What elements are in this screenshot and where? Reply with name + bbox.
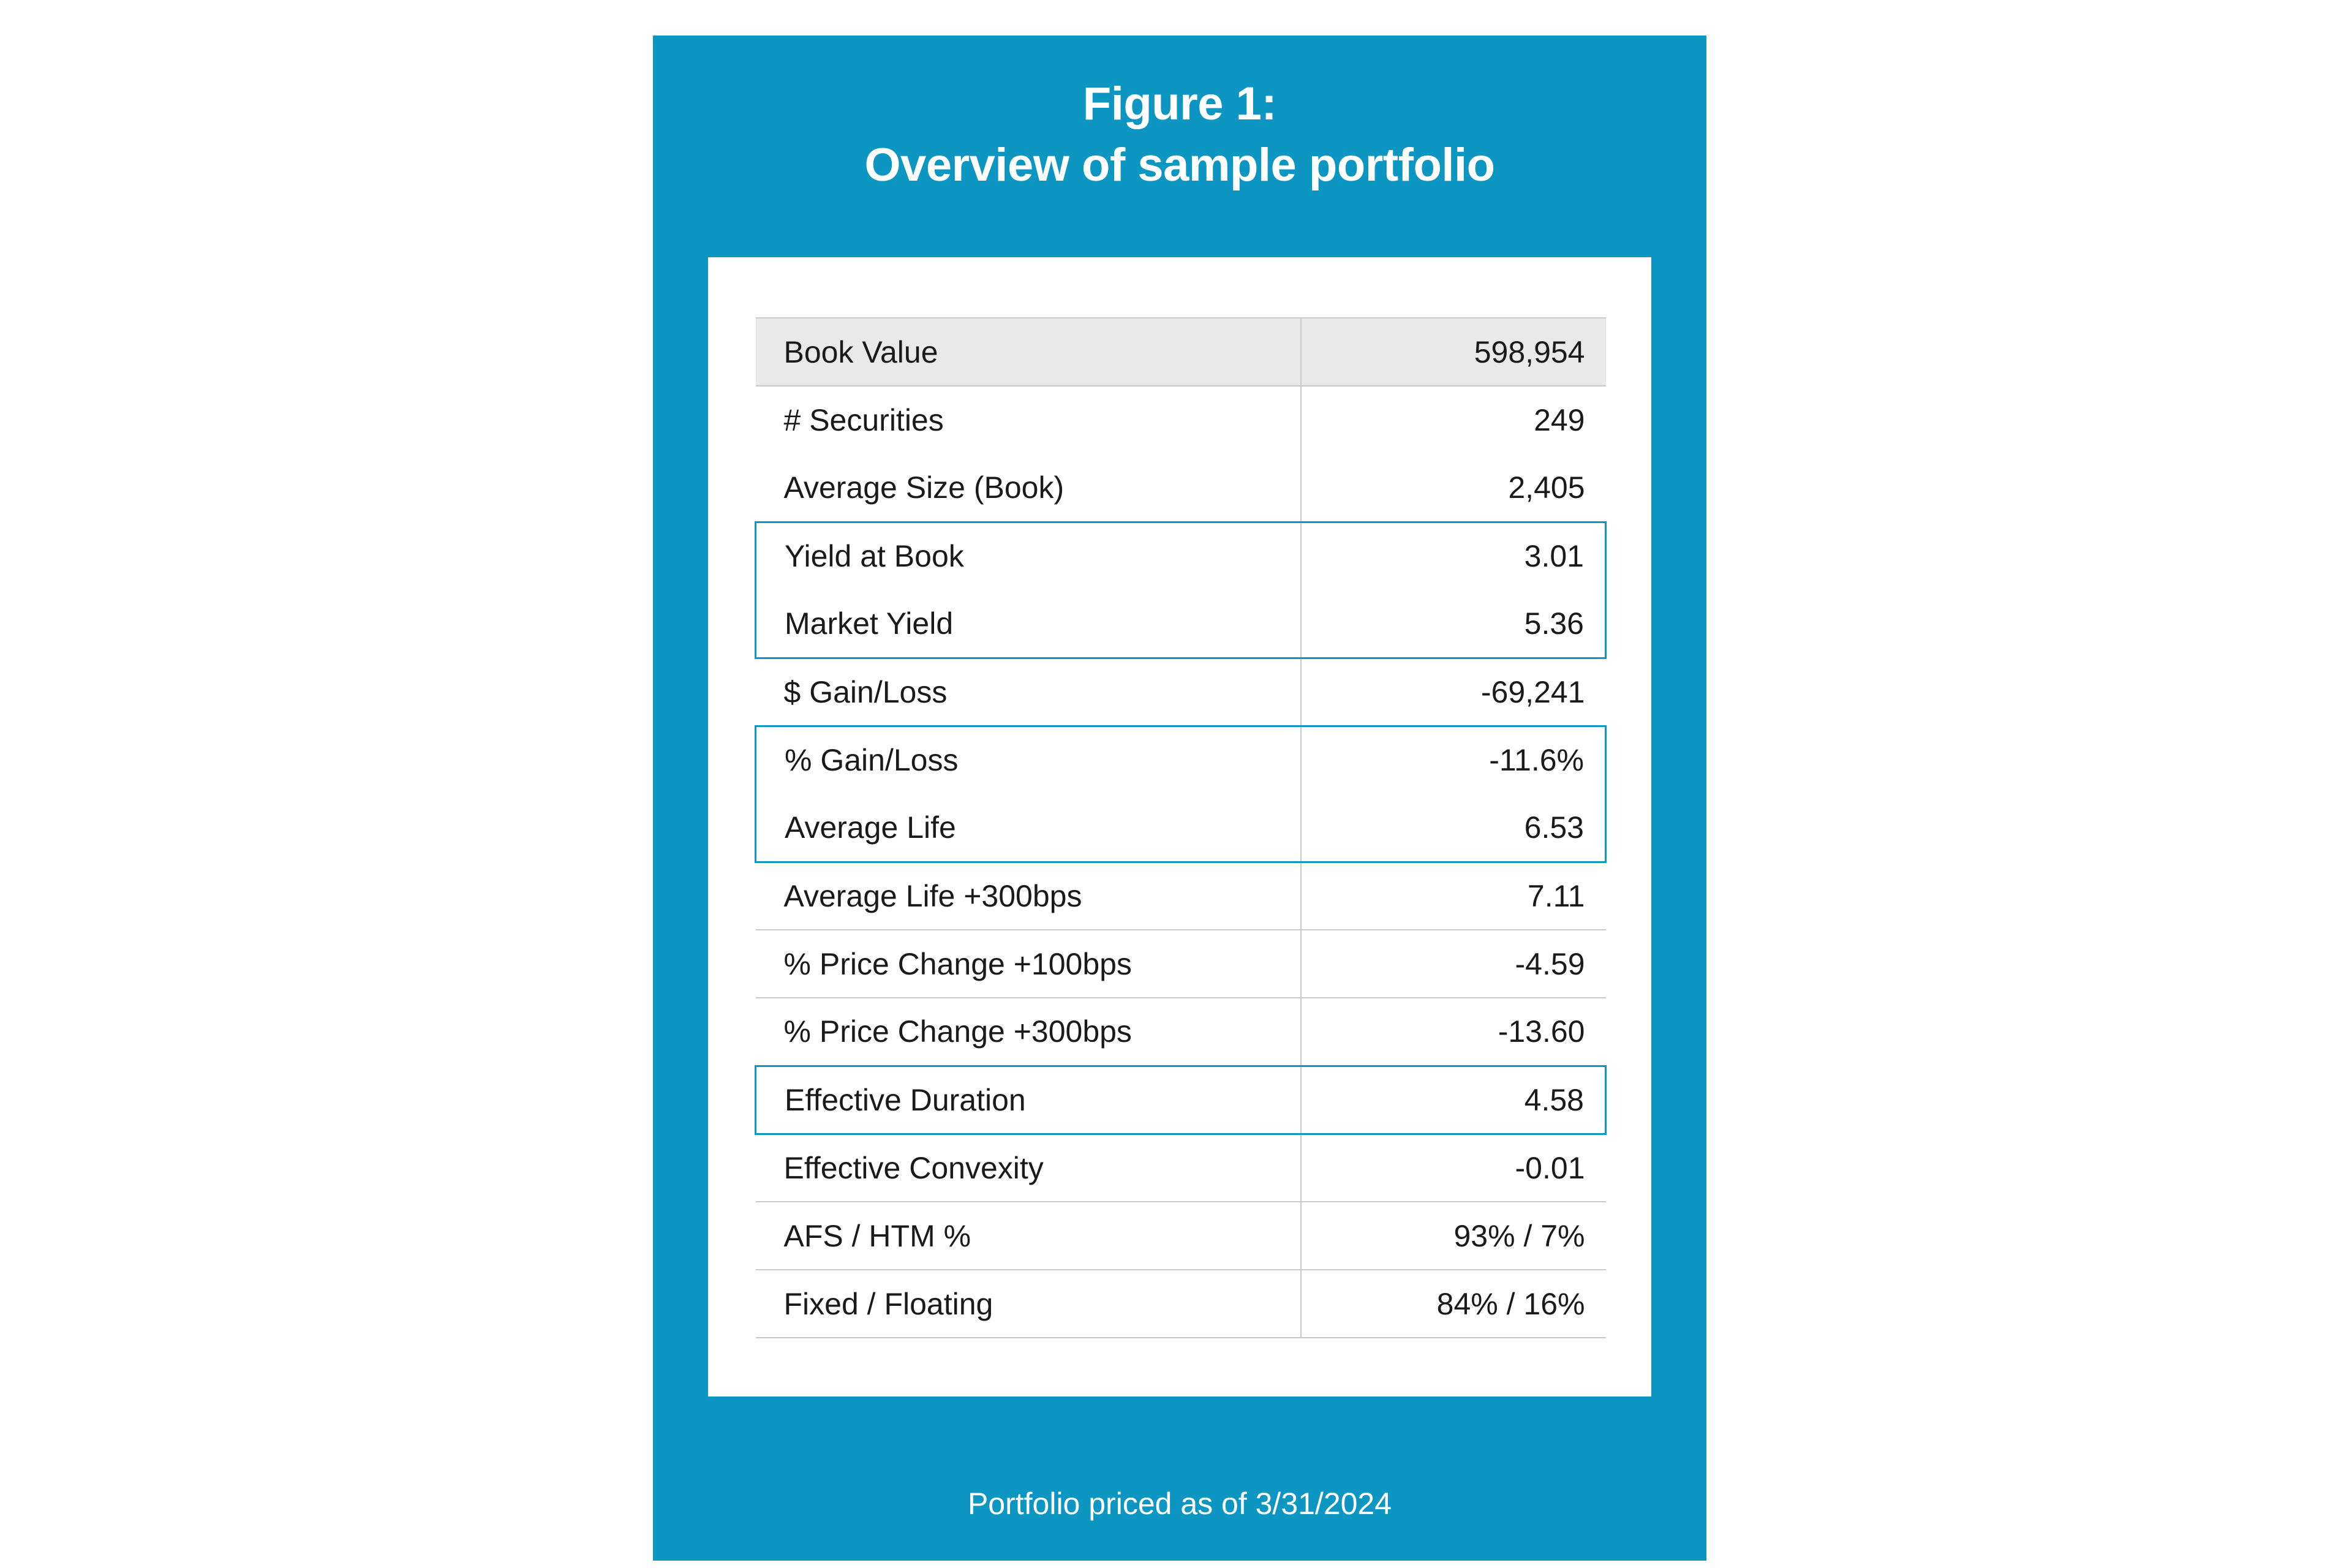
metric-label: $ Gain/Loss	[756, 658, 1301, 726]
metric-value: -13.60	[1301, 998, 1606, 1066]
metric-value: -0.01	[1301, 1134, 1606, 1202]
table-row-highlighted	[756, 590, 1606, 658]
metric-label: Effective Duration	[756, 1066, 1301, 1134]
table-row	[756, 862, 1606, 930]
metric-label: Average Life +300bps	[756, 862, 1301, 930]
table-row-highlighted	[756, 726, 1606, 794]
metric-label: Average Size (Book)	[756, 454, 1301, 522]
metric-value: 249	[1301, 386, 1606, 454]
table-row	[756, 318, 1606, 386]
table-row-highlighted	[756, 794, 1606, 862]
figure-footnote: Portfolio priced as of 3/31/2024	[967, 1487, 1392, 1521]
table-row	[756, 386, 1606, 454]
metric-label: Market Yield	[756, 590, 1301, 658]
metric-value: 93% / 7%	[1301, 1202, 1606, 1270]
metric-value: 3.01	[1301, 522, 1606, 590]
metric-label: Average Life	[756, 794, 1301, 862]
figure-title	[653, 74, 1706, 197]
metric-label: # Securities	[783, 403, 944, 437]
metric-value: 7.11	[1301, 862, 1606, 930]
figure-panel	[653, 36, 1706, 1561]
metric-label: % Price Change +100bps	[756, 930, 1301, 998]
portfolio-overview-table	[755, 317, 1607, 1338]
metric-label: Yield at Book	[756, 522, 1301, 590]
metric-value: 2,405	[1301, 454, 1606, 522]
metric-value: -11.6%	[1301, 726, 1606, 794]
table-row-highlighted	[756, 522, 1606, 590]
figure-title-line-2: Overview of sample portfolio	[864, 139, 1495, 192]
metric-value: -69,241	[1301, 658, 1606, 726]
metric-label: Effective Convexity	[756, 1134, 1301, 1202]
metric-value: 84% / 16%	[1301, 1270, 1606, 1338]
metric-value: 4.58	[1301, 1066, 1606, 1134]
table-card	[708, 257, 1651, 1396]
table-row	[756, 658, 1606, 726]
metric-label: Book Value	[756, 318, 1301, 386]
metric-label: % Gain/Loss	[756, 726, 1301, 794]
table-row-highlighted	[756, 1066, 1606, 1134]
metric-label: Fixed / Floating	[756, 1270, 1301, 1338]
metric-value: -4.59	[1301, 930, 1606, 998]
figure-title-line-1: Figure 1:	[1082, 78, 1277, 130]
table-row	[756, 1270, 1606, 1338]
table-row	[756, 1202, 1606, 1270]
metric-label: AFS / HTM %	[756, 1202, 1301, 1270]
table-row	[756, 998, 1606, 1066]
metric-value: 598,954	[1301, 318, 1606, 386]
metric-value: 5.36	[1301, 590, 1606, 658]
table-row	[756, 454, 1606, 522]
metric-value: 6.53	[1301, 794, 1606, 862]
table-row	[756, 1134, 1606, 1202]
metric-label: % Price Change +300bps	[756, 998, 1301, 1066]
table-row	[756, 930, 1606, 998]
